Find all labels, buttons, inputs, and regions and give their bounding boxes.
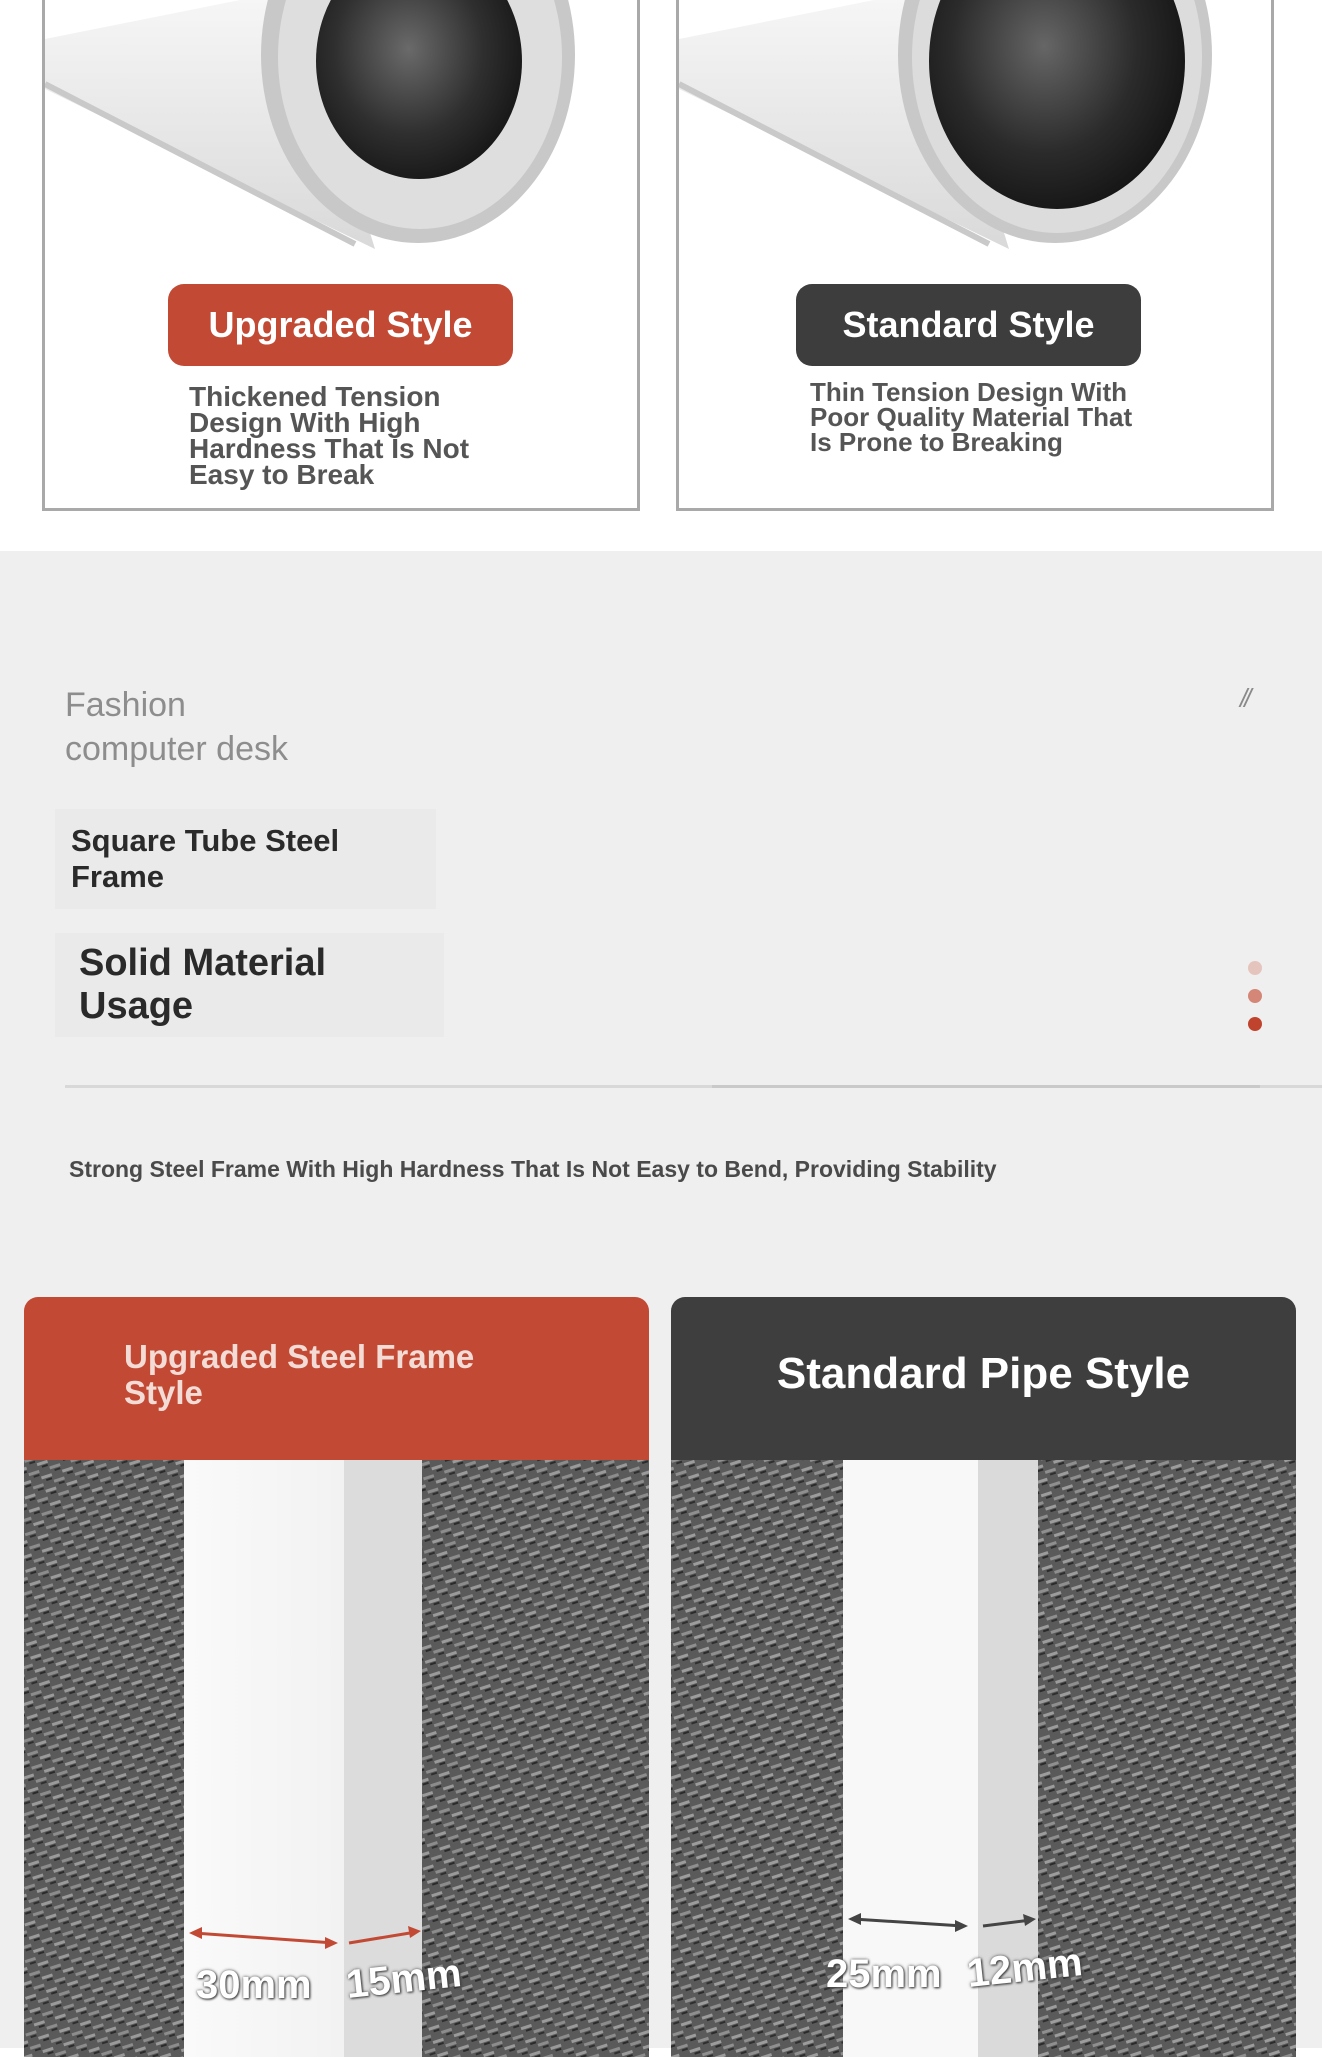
depth-measurement-label: 12mm <box>964 1940 1085 1996</box>
dot-indicator <box>1248 961 1262 975</box>
width-measurement-label: 30mm <box>196 1963 312 2007</box>
thin-pipe-illustration <box>679 0 1271 259</box>
upgraded-style-badge: Upgraded Style <box>168 284 513 366</box>
upgraded-steel-frame-panel <box>24 1297 649 2057</box>
upgraded-pipe-card <box>42 0 640 511</box>
standard-style-description: Thin Tension Design With Poor Quality Material That Is Prone to Breaking <box>810 377 1133 457</box>
panel-header <box>24 1297 649 1460</box>
section-divider-accent <box>712 1085 1260 1088</box>
square-tube-photo <box>24 1460 649 2057</box>
standard-pipe-panel <box>671 1297 1296 2057</box>
pagination-dots <box>1248 961 1262 1045</box>
steel-frame-feature-section <box>0 551 1322 2048</box>
feature-caption: Strong Steel Frame With High Hardness That Is Not Easy to Bend, Providing Stability <box>69 1156 997 1182</box>
panel-header <box>671 1297 1296 1460</box>
width-measurement-label: 25mm <box>826 1952 942 1996</box>
dot-indicator <box>1248 989 1262 1003</box>
standard-pipe-card <box>676 0 1274 511</box>
slash-mark: // <box>1240 683 1249 713</box>
brand-line-fashion: Fashion <box>65 686 186 724</box>
brand-line-computer-desk: computer desk <box>65 730 288 768</box>
panel-title: Upgraded Steel Frame Style <box>124 1338 475 1411</box>
pipe-comparison-section <box>0 0 1322 551</box>
thick-pipe-illustration <box>45 0 637 259</box>
standard-style-badge: Standard Style <box>796 284 1141 366</box>
dot-indicator-active <box>1248 1017 1262 1031</box>
upgraded-style-description: Thickened Tension Design With High Hardness That Is Not Easy to Break <box>189 381 470 490</box>
solid-material-usage-tag: Solid Material Usage <box>55 933 444 1037</box>
panel-title: Standard Pipe Style <box>776 1349 1191 1398</box>
square-tube-steel-frame-tag: Square Tube Steel Frame <box>55 809 436 909</box>
depth-measurement-label: 15mm <box>343 1951 464 2007</box>
